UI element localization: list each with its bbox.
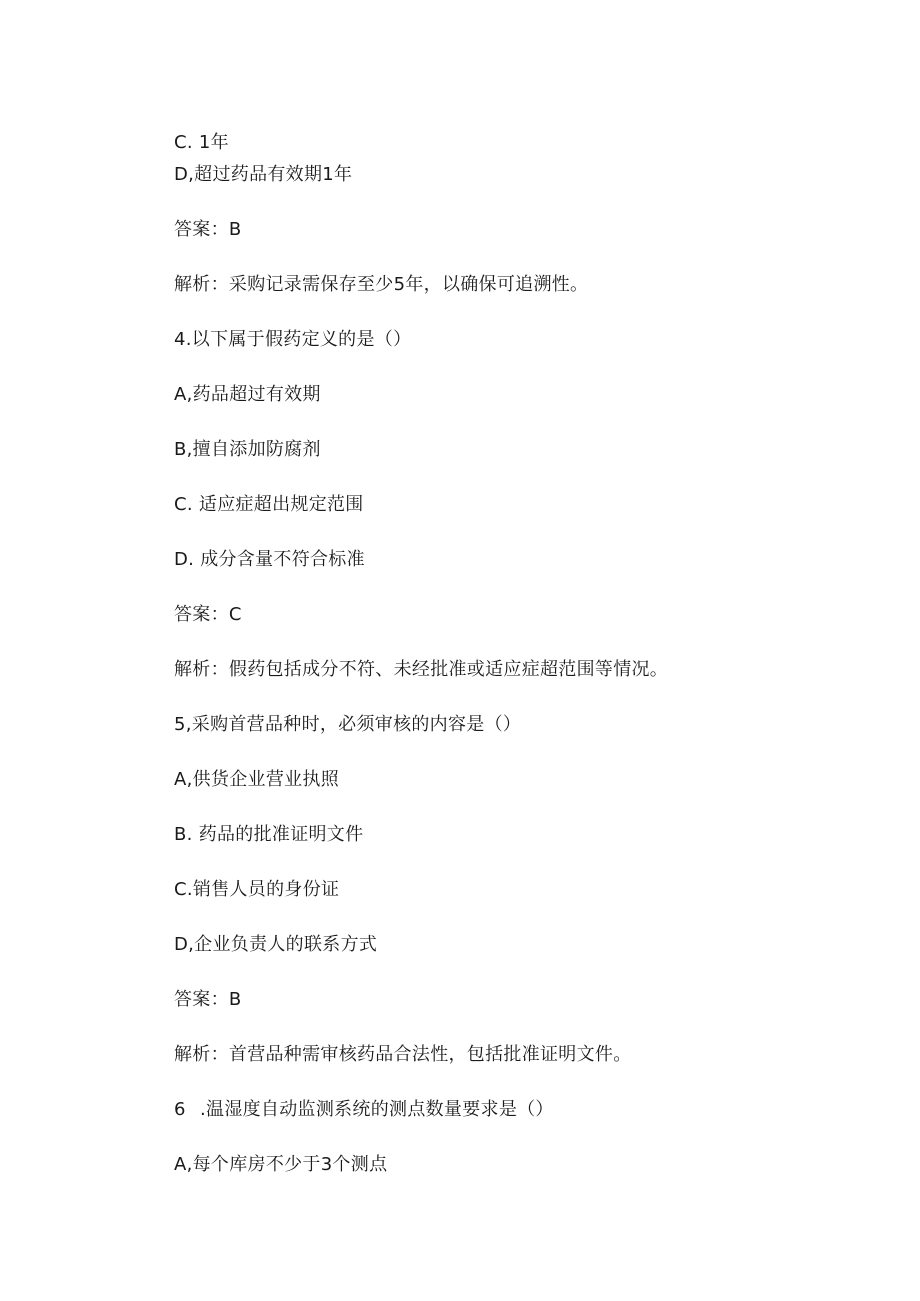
option-a-q5: A,供货企业营业执照: [174, 769, 340, 790]
option-d-q4: D. 成分含量不符合标准: [174, 549, 365, 570]
answer-q5: 答案：B: [174, 989, 242, 1010]
option-d-q5: D,企业负责人的联系方式: [174, 934, 378, 955]
option-c-q5: C.销售人员的身份证: [174, 879, 340, 900]
question-4: 4.以下属于假药定义的是（）: [174, 329, 412, 350]
question-5: 5,采购首营品种时，必须审核的内容是（）: [174, 714, 522, 735]
answer-q4: 答案：C: [174, 604, 242, 625]
option-b-q4: B,擅自添加防腐剂: [174, 439, 321, 460]
explanation-q3: 解析：采购记录需保存至少5年，以确保可追溯性。: [174, 274, 589, 295]
option-a-q6: A,每个库房不少于3个测点: [174, 1154, 388, 1175]
option-c-q4: C. 适应症超出规定范围: [174, 494, 364, 515]
explanation-q5: 解析：首营品种需审核药品合法性，包括批准证明文件。: [174, 1044, 632, 1065]
option-c-q3: C. 1年: [174, 132, 229, 153]
question-6-text: .温湿度自动监测系统的测点数量要求是（）: [200, 1099, 554, 1120]
option-d-q3: D,超过药品有效期1年: [174, 164, 353, 185]
explanation-q4: 解析：假药包括成分不符、未经批准或适应症超范围等情况。: [174, 659, 669, 680]
answer-q3: 答案：B: [174, 219, 242, 240]
option-a-q4: A,药品超过有效期: [174, 384, 321, 405]
question-6-number: 6: [174, 1099, 186, 1120]
option-b-q5: B. 药品的批准证明文件: [174, 824, 364, 845]
